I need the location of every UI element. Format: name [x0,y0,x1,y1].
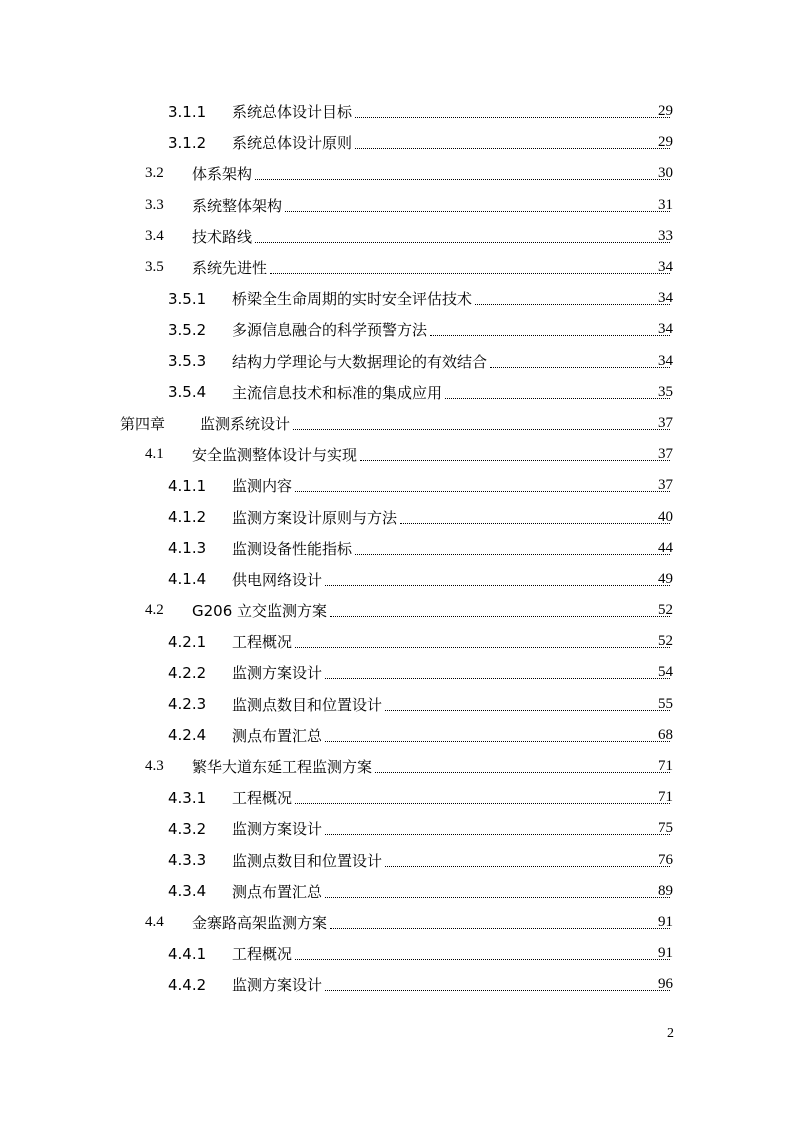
toc-entry-title: 监测系统设计 [200,414,291,433]
toc-entry-title: 监测方案设计 [232,664,323,683]
toc-entry-number: 4.3 [145,758,164,775]
toc-entry-number: 4.1.4 [168,570,207,589]
toc-entry-page: 34 [658,259,673,276]
toc-entry-page: 34 [658,352,673,369]
toc-entry-title: 测点布置汇总 [232,726,323,745]
toc-entry[interactable] [0,938,793,969]
toc-entry[interactable] [0,408,793,439]
toc-entry-page: 76 [658,851,673,868]
toc-entry-title: 供电网络设计 [232,570,323,589]
toc-entry-title: 监测方案设计 [232,976,323,995]
toc-entry-page: 68 [658,726,673,743]
toc-entry-number: 4.2.1 [168,632,207,651]
toc-entry-number: 4.3.3 [168,851,207,870]
toc-entry[interactable] [0,190,793,221]
toc-entry-number: 4.1.3 [168,539,207,558]
toc-entry[interactable] [0,221,793,252]
page-number: 2 [667,1026,674,1041]
toc-dot-leader [295,959,670,960]
toc-entry-title: 技术路线 [192,227,253,246]
toc-entry-page: 37 [658,477,673,494]
toc-entry-title: 工程概况 [232,633,293,652]
toc-entry[interactable] [0,751,793,782]
toc-entry-number: 3.3 [145,196,164,213]
toc-entry-page: 40 [658,508,673,525]
toc-dot-leader [445,398,670,399]
toc-entry-title: 多源信息融合的科学预警方法 [232,321,428,340]
toc-entry[interactable] [0,782,793,813]
toc-entry[interactable] [0,533,793,564]
toc-entry-number: 4.3.2 [168,819,207,838]
toc-entry[interactable] [0,127,793,158]
toc-entry-number: 3.5.2 [168,320,207,339]
toc-entry-title: 桥梁全生命周期的实时安全评估技术 [232,290,473,309]
toc-dot-leader [325,834,670,835]
toc-entry[interactable] [0,96,793,127]
toc-entry-number: 3.5.3 [168,352,207,371]
toc-entry[interactable] [0,876,793,907]
toc-entry-title: 结构力学理论与大数据理论的有效结合 [232,352,488,371]
toc-entry-number: 3.5.1 [168,289,207,308]
toc-entry-title: 繁华大道东延工程监测方案 [192,758,373,777]
toc-entry-page: 55 [658,695,673,712]
toc-entry-title: 金寨路高架监测方案 [192,913,328,932]
toc-entry[interactable] [0,439,793,470]
toc-entry-page: 71 [658,758,673,775]
toc-entry-number: 4.1.1 [168,476,207,495]
toc-entry[interactable] [0,346,793,377]
toc-entry[interactable] [0,252,793,283]
toc-dot-leader [400,523,670,524]
toc-entry-page: 49 [658,570,673,587]
toc-entry[interactable] [0,564,793,595]
toc-entry[interactable] [0,813,793,844]
toc-entry-title: 监测方案设计 [232,820,323,839]
toc-entry-page: 34 [658,321,673,338]
toc-entry-page: 37 [658,414,673,431]
toc-entry-title: 系统先进性 [192,259,268,278]
toc-entry-page: 96 [658,976,673,993]
toc-entry-number: 4.4.1 [168,944,207,963]
toc-entry-number: 4.2.4 [168,726,207,745]
toc-entry[interactable] [0,720,793,751]
toc-entry-title: 系统总体设计原则 [232,134,353,153]
toc-entry[interactable] [0,657,793,688]
toc-entry[interactable] [0,283,793,314]
toc-dot-leader [325,897,670,898]
toc-entry[interactable] [0,314,793,345]
toc-entry-title: 监测设备性能指标 [232,539,353,558]
toc-entry-title: 体系架构 [192,165,253,184]
toc-dot-leader [295,491,670,492]
toc-dot-leader [330,616,670,617]
toc-entry-title: G206 立交监测方案 [192,602,328,621]
toc-dot-leader [325,741,670,742]
toc-dot-leader [385,866,670,867]
toc-entry[interactable] [0,158,793,189]
toc-dot-leader [360,460,670,461]
toc-dot-leader [355,148,670,149]
toc-entry-number: 4.4 [145,913,164,930]
toc-dot-leader [293,429,670,430]
toc-entry-title: 安全监测整体设计与实现 [192,446,358,465]
table-of-contents [0,96,793,1000]
toc-entry-number: 3.5.4 [168,383,207,402]
toc-entry-page: 35 [658,383,673,400]
toc-dot-leader [295,803,670,804]
toc-entry-title: 测点布置汇总 [232,882,323,901]
toc-entry-page: 54 [658,664,673,681]
toc-entry-number: 第四章 [120,414,166,433]
toc-entry-number: 4.4.2 [168,975,207,994]
toc-entry-page: 33 [658,227,673,244]
toc-dot-leader [330,928,670,929]
toc-dot-leader [355,117,670,118]
toc-entry-page: 52 [658,602,673,619]
toc-entry[interactable] [0,470,793,501]
toc-entry-page: 52 [658,633,673,650]
toc-entry-title: 监测点数目和位置设计 [232,851,383,870]
toc-entry-page: 91 [658,913,673,930]
toc-dot-leader [295,647,670,648]
toc-entry-title: 系统总体设计目标 [232,103,353,122]
toc-entry-page: 31 [658,196,673,213]
toc-entry-title: 监测点数目和位置设计 [232,695,383,714]
toc-entry[interactable] [0,969,793,1000]
toc-entry[interactable] [0,845,793,876]
toc-entry[interactable] [0,626,793,657]
toc-dot-leader [325,678,670,679]
toc-entry-page: 29 [658,134,673,151]
toc-entry-number: 3.2 [145,165,164,182]
toc-entry-number: 3.1.1 [168,102,207,121]
toc-dot-leader [430,335,670,336]
toc-entry-number: 3.5 [145,259,164,276]
toc-entry[interactable] [0,689,793,720]
toc-entry-number: 4.3.4 [168,882,207,901]
toc-entry-page: 34 [658,290,673,307]
toc-entry-number: 4.2.2 [168,663,207,682]
toc-entry-title: 工程概况 [232,789,293,808]
toc-entry-number: 3.4 [145,227,164,244]
toc-dot-leader [375,772,670,773]
toc-entry-page: 91 [658,945,673,962]
toc-entry[interactable] [0,377,793,408]
toc-entry-title: 监测内容 [232,477,293,496]
toc-entry-number: 4.1 [145,446,164,463]
toc-entry-number: 4.2 [145,602,164,619]
toc-entry-number: 3.1.2 [168,133,207,152]
toc-entry[interactable] [0,595,793,626]
toc-dot-leader [385,710,670,711]
toc-entry-number: 4.2.3 [168,695,207,714]
toc-entry-page: 75 [658,820,673,837]
toc-dot-leader [325,990,670,991]
toc-entry-page: 89 [658,882,673,899]
toc-entry-title: 系统整体架构 [192,196,283,215]
toc-dot-leader [285,211,670,212]
toc-entry-number: 4.1.2 [168,508,207,527]
toc-dot-leader [355,554,670,555]
toc-entry-page: 37 [658,446,673,463]
toc-entry[interactable] [0,501,793,532]
toc-entry-title: 主流信息技术和标准的集成应用 [232,383,443,402]
toc-entry-page: 30 [658,165,673,182]
toc-entry-page: 44 [658,539,673,556]
toc-dot-leader [270,273,670,274]
toc-entry-page: 71 [658,789,673,806]
toc-dot-leader [325,585,670,586]
toc-entry-number: 4.3.1 [168,788,207,807]
toc-entry-title: 监测方案设计原则与方法 [232,508,398,527]
toc-entry[interactable] [0,907,793,938]
toc-entry-page: 29 [658,103,673,120]
toc-dot-leader [255,242,670,243]
toc-dot-leader [255,179,670,180]
toc-dot-leader [490,367,670,368]
toc-dot-leader [475,304,670,305]
toc-entry-title: 工程概况 [232,945,293,964]
